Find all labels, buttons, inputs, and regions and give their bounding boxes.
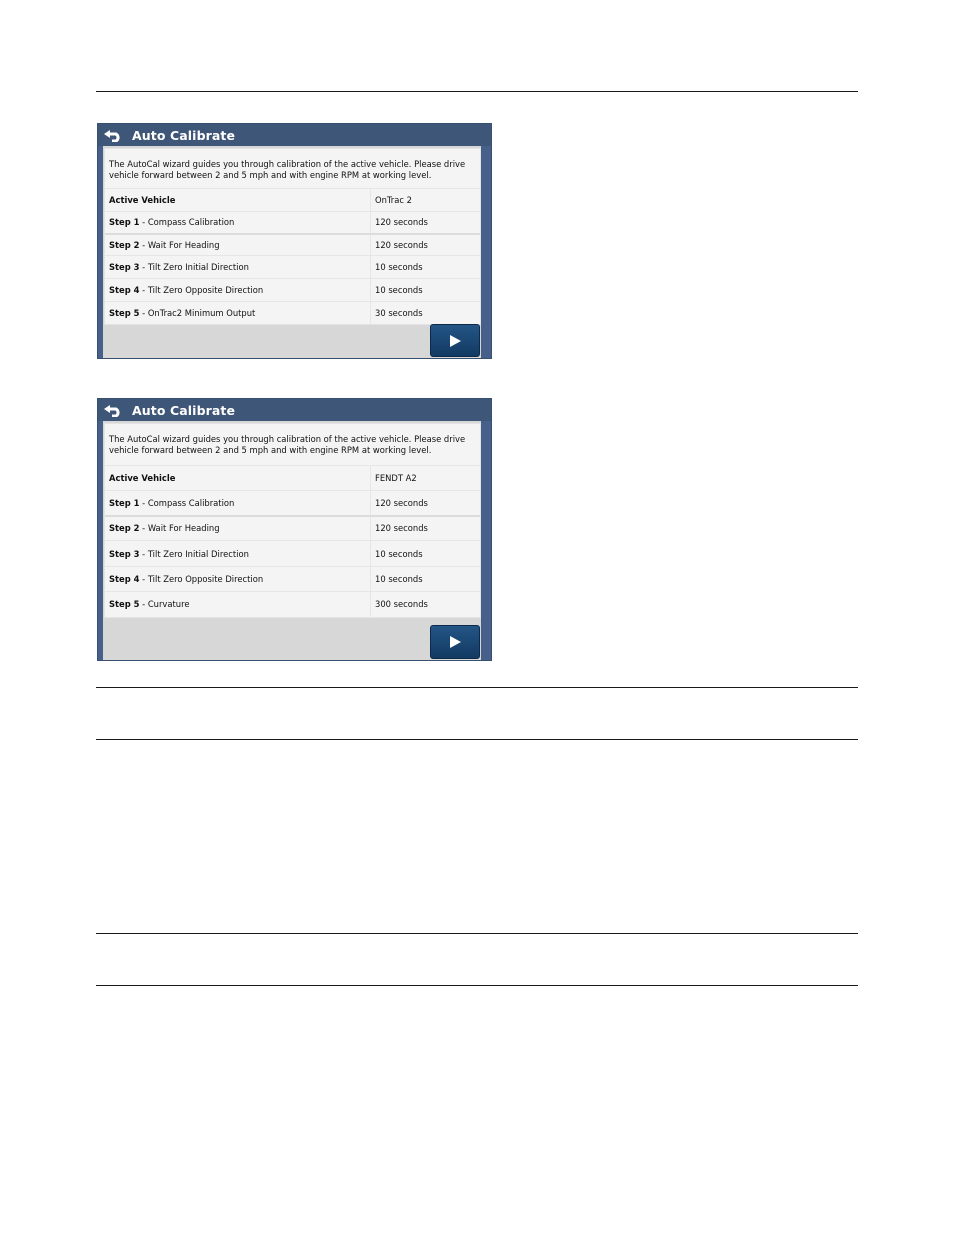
header-rule bbox=[96, 91, 858, 92]
back-arrow-icon[interactable] bbox=[100, 399, 126, 421]
step-duration: 10 seconds bbox=[371, 541, 481, 567]
table-row bbox=[105, 491, 480, 516]
step-cell bbox=[105, 516, 371, 541]
section-rule-3 bbox=[96, 933, 858, 934]
step-cell bbox=[105, 491, 371, 516]
auto-calibrate-panel-ontrac bbox=[97, 123, 492, 359]
step-duration: 10 seconds bbox=[371, 279, 481, 302]
step-number: Step 2 bbox=[109, 523, 140, 534]
active-vehicle-value: FENDT A2 bbox=[371, 466, 481, 491]
step-name: - Wait For Heading bbox=[139, 239, 220, 250]
step-cell bbox=[105, 541, 371, 567]
panel-title: Auto Calibrate bbox=[132, 127, 236, 143]
panel-body bbox=[98, 421, 491, 660]
table-row bbox=[105, 516, 480, 541]
step-name: - Curvature bbox=[139, 599, 190, 610]
table-row bbox=[105, 189, 480, 212]
table-row bbox=[105, 256, 480, 279]
calibration-content bbox=[104, 148, 481, 325]
step-duration: 10 seconds bbox=[371, 567, 481, 592]
step-duration: 10 seconds bbox=[371, 256, 481, 279]
title-bar bbox=[98, 124, 491, 146]
title-bar bbox=[98, 399, 491, 421]
step-name: - Compass Calibration bbox=[139, 217, 235, 228]
step-name: - Tilt Zero Initial Direction bbox=[139, 548, 249, 559]
play-arrow-icon bbox=[448, 635, 462, 649]
panel-body bbox=[98, 146, 491, 358]
table-row bbox=[105, 302, 480, 324]
table-row bbox=[105, 466, 480, 491]
play-arrow-icon bbox=[448, 334, 462, 348]
step-duration: 120 seconds bbox=[371, 516, 481, 541]
step-duration: 120 seconds bbox=[371, 212, 481, 234]
section-rule-1 bbox=[96, 687, 858, 688]
table-row bbox=[105, 541, 480, 567]
step-number: Step 4 bbox=[109, 574, 140, 584]
step-duration: 120 seconds bbox=[371, 234, 481, 256]
step-number: Step 2 bbox=[109, 239, 140, 250]
auto-calibrate-panel-fendt bbox=[97, 398, 492, 661]
step-cell bbox=[105, 592, 371, 617]
next-button[interactable] bbox=[430, 324, 480, 357]
step-cell bbox=[105, 302, 371, 324]
active-vehicle-label: Active Vehicle bbox=[105, 189, 371, 212]
intro-text: The AutoCal wizard guides you through calibration of the active vehicle. Please drive vehicle forward between 2 and 5 mph and with engine RPM at working level. bbox=[109, 159, 466, 180]
calibration-table bbox=[105, 188, 480, 324]
table-row bbox=[105, 234, 480, 256]
next-button[interactable] bbox=[430, 625, 480, 659]
step-number: Step 5 bbox=[109, 307, 140, 318]
calibration-content bbox=[104, 423, 481, 618]
step-duration: 30 seconds bbox=[371, 302, 481, 324]
step-name: - Tilt Zero Initial Direction bbox=[139, 262, 249, 272]
table-row bbox=[105, 592, 480, 617]
step-duration: 120 seconds bbox=[371, 491, 481, 516]
calibration-table bbox=[105, 465, 480, 617]
step-number: Step 3 bbox=[109, 262, 140, 272]
step-cell bbox=[105, 567, 371, 592]
step-number: Step 1 bbox=[109, 217, 140, 228]
active-vehicle-value: OnTrac 2 bbox=[371, 189, 481, 212]
table-row bbox=[105, 212, 480, 234]
step-cell bbox=[105, 256, 371, 279]
step-number: Step 5 bbox=[109, 599, 140, 610]
step-number: Step 4 bbox=[109, 285, 140, 295]
panel-title: Auto Calibrate bbox=[132, 402, 236, 418]
active-vehicle-label: Active Vehicle bbox=[105, 466, 371, 491]
step-cell bbox=[105, 234, 371, 256]
step-duration: 300 seconds bbox=[371, 592, 481, 617]
back-arrow-icon[interactable] bbox=[100, 124, 126, 146]
step-cell bbox=[105, 279, 371, 302]
step-name: - Compass Calibration bbox=[139, 497, 235, 508]
section-rule-2 bbox=[96, 739, 858, 740]
step-name: - Tilt Zero Opposite Direction bbox=[139, 574, 264, 584]
table-row bbox=[105, 279, 480, 302]
section-rule-4 bbox=[96, 985, 858, 986]
step-cell bbox=[105, 212, 371, 234]
intro-text: The AutoCal wizard guides you through calibration of the active vehicle. Please drive vehicle forward between 2 and 5 mph and with engine RPM at working level. bbox=[109, 434, 466, 455]
step-number: Step 3 bbox=[109, 548, 140, 559]
step-name: - OnTrac2 Minimum Output bbox=[139, 307, 256, 318]
step-name: - Tilt Zero Opposite Direction bbox=[139, 285, 264, 295]
step-name: - Wait For Heading bbox=[139, 523, 220, 534]
table-row bbox=[105, 567, 480, 592]
step-number: Step 1 bbox=[109, 497, 140, 508]
